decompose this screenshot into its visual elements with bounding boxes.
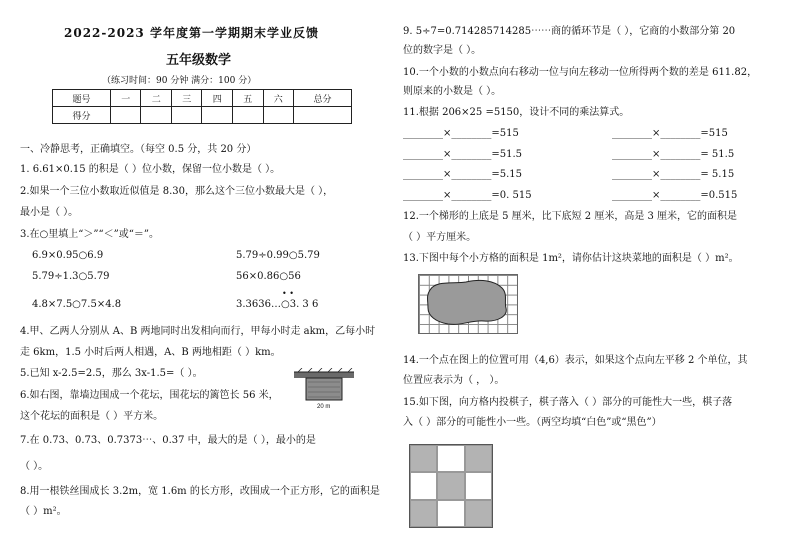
question-9-line-1: 9. 5÷7=0.714285714285⋯⋯商的循环节是（ ），它商的小数部分第 20 xyxy=(403,26,736,37)
compare-item: 5.79÷0.99○5.79 xyxy=(236,250,320,261)
figure-length-label: 20 m xyxy=(317,404,331,410)
question-4-line-1: 4.甲、乙两人分别从 A、B 两地同时出发相向而行，甲每小时走 akm，乙每小时 xyxy=(20,326,376,337)
question-12-line-1: 12.一个梯形的上底是 5 厘米，比下底短 2 厘米，高是 3 厘米，它的面积是 xyxy=(403,211,738,222)
multiplication-blank: ________×________=51.5 xyxy=(403,149,523,160)
score-cell: 二 xyxy=(141,90,172,107)
compare-item: 3.3636…○3. 3 6 xyxy=(236,299,319,310)
question-14-line-1: 14.一个点在图上的位置可用（4,6）表示，如果这个点向左平移 2 个单位，其 xyxy=(403,355,748,366)
multiplication-blank: ________×________= 51.5 xyxy=(612,149,735,160)
question-2-line-2: 最小是（ ）。 xyxy=(20,207,79,218)
score-table-header-row xyxy=(53,90,352,107)
compare-item: 5.79÷1.3○5.79 xyxy=(32,271,110,282)
multiplication-blank: ________×________=5.15 xyxy=(403,169,523,180)
question-1: 1. 6.61×0.15 的积是（ ）位小数，保留一位小数是（ ）。 xyxy=(20,164,281,175)
question-10-line-2: 则原来的小数是（ ）。 xyxy=(403,86,502,97)
score-cell: 总分 xyxy=(294,90,352,107)
score-input-cell[interactable] xyxy=(171,107,202,124)
score-cell: 题号 xyxy=(53,90,111,107)
question-6-line-1: 6.如右图，靠墙边围成一个花坛，围花坛的篱笆长 56 米， xyxy=(20,390,279,401)
score-cell: 得分 xyxy=(53,107,111,124)
black-square xyxy=(465,445,492,472)
compare-item: 6.9×0.95○6.9 xyxy=(32,250,104,261)
exam-title: 2022-2023 学年度第一学期期末学业反馈 xyxy=(64,26,319,40)
question-14-line-2: 位置应表示为（ ， ）。 xyxy=(403,375,505,386)
question-13: 13.下图中每个小方格的面积是 1m²，请你估计这块菜地的面积是（ ）m²。 xyxy=(403,253,739,264)
question-3: 3.在○里填上“＞”“＜”或“＝”。 xyxy=(20,229,159,240)
multiplication-blank: ________×________= 5.15 xyxy=(612,169,735,180)
question-2-line-1: 2.如果一个三位小数取近似值是 8.30，那么这个三位小数最大是（ ）， xyxy=(20,186,334,197)
section-heading: 一、冷静思考，正确填空。（每空 0.5 分，共 20 分） xyxy=(20,144,257,155)
question-10-line-1: 10.一个小数的小数点向右移动一位与向左移动一位所得两个数的差是 611.82， xyxy=(403,67,758,78)
question-7-line-1: 7.在 0.73、0.73̇、0.7373⋯、0.37 中，最大的是（ ），最小的是 xyxy=(20,435,316,446)
question-6-line-2: 这个花坛的面积是（ ）平方米。 xyxy=(20,411,164,422)
score-input-cell[interactable] xyxy=(110,107,141,124)
score-table-score-row xyxy=(53,107,352,124)
white-square xyxy=(410,472,437,499)
compare-item: 56×0.86○56 xyxy=(236,271,301,282)
white-square xyxy=(437,500,464,527)
score-cell: 六 xyxy=(263,90,294,107)
black-square xyxy=(410,445,437,472)
score-cell: 一 xyxy=(110,90,141,107)
repeating-decimal-dots: • • xyxy=(282,289,294,298)
multiplication-blank: ________×________=515 xyxy=(612,128,728,139)
score-table xyxy=(52,89,352,124)
vegetable-plot-shape xyxy=(418,274,518,334)
question-9-line-2: 位的数字是（ ）。 xyxy=(403,45,482,56)
question-15-line-1: 15.如下图，向方格内投棋子，棋子落入（ ）部分的可能性大一些，棋子落 xyxy=(403,397,733,408)
question-11: 11.根据 206×25 =5150，设计不同的乘法算式。 xyxy=(403,107,630,118)
compare-item: 4.8×7.5○7.5×4.8 xyxy=(32,299,122,310)
score-input-cell[interactable] xyxy=(294,107,352,124)
question-8-line-1: 8.用一根铁丝围成长 3.2m，宽 1.6m 的长方形，改围成一个正方形，它的面积是 xyxy=(20,486,380,497)
score-input-cell[interactable] xyxy=(233,107,264,124)
exam-subject: 五年级数学 xyxy=(166,53,232,68)
question-8-line-2: （ ）m²。 xyxy=(20,506,67,517)
white-square xyxy=(465,472,492,499)
multiplication-blank: ________×________=0.515 xyxy=(612,190,738,201)
score-input-cell[interactable] xyxy=(202,107,233,124)
checkerboard-figure xyxy=(409,444,493,528)
question-5: 5.已知 x-2.5=2.5，那么 3x-1.5=（ ）。 xyxy=(20,368,203,379)
score-input-cell[interactable] xyxy=(263,107,294,124)
white-square xyxy=(437,445,464,472)
question-7-line-2: （ ）。 xyxy=(20,461,49,472)
black-square xyxy=(465,500,492,527)
question-15-line-2: 入（ ）部分的可能性小一些。（两空均填“白色”或“黑色”） xyxy=(403,417,662,428)
exam-meta: （练习时间：90 分钟 满分：100 分） xyxy=(102,76,257,86)
black-square xyxy=(437,472,464,499)
score-cell: 三 xyxy=(171,90,202,107)
question-4-line-2: 走 6km，1.5 小时后两人相遇，A、B 两地相距（ ）km。 xyxy=(20,347,281,358)
score-cell: 四 xyxy=(202,90,233,107)
black-square xyxy=(410,500,437,527)
question-12-line-2: （ ）平方厘米。 xyxy=(403,232,477,243)
multiplication-blank: ________×________=515 xyxy=(403,128,519,139)
score-input-cell[interactable] xyxy=(141,107,172,124)
flower-bed-figure xyxy=(294,368,354,410)
score-cell: 五 xyxy=(233,90,264,107)
multiplication-blank: ________×________=0. 515 xyxy=(403,190,532,201)
